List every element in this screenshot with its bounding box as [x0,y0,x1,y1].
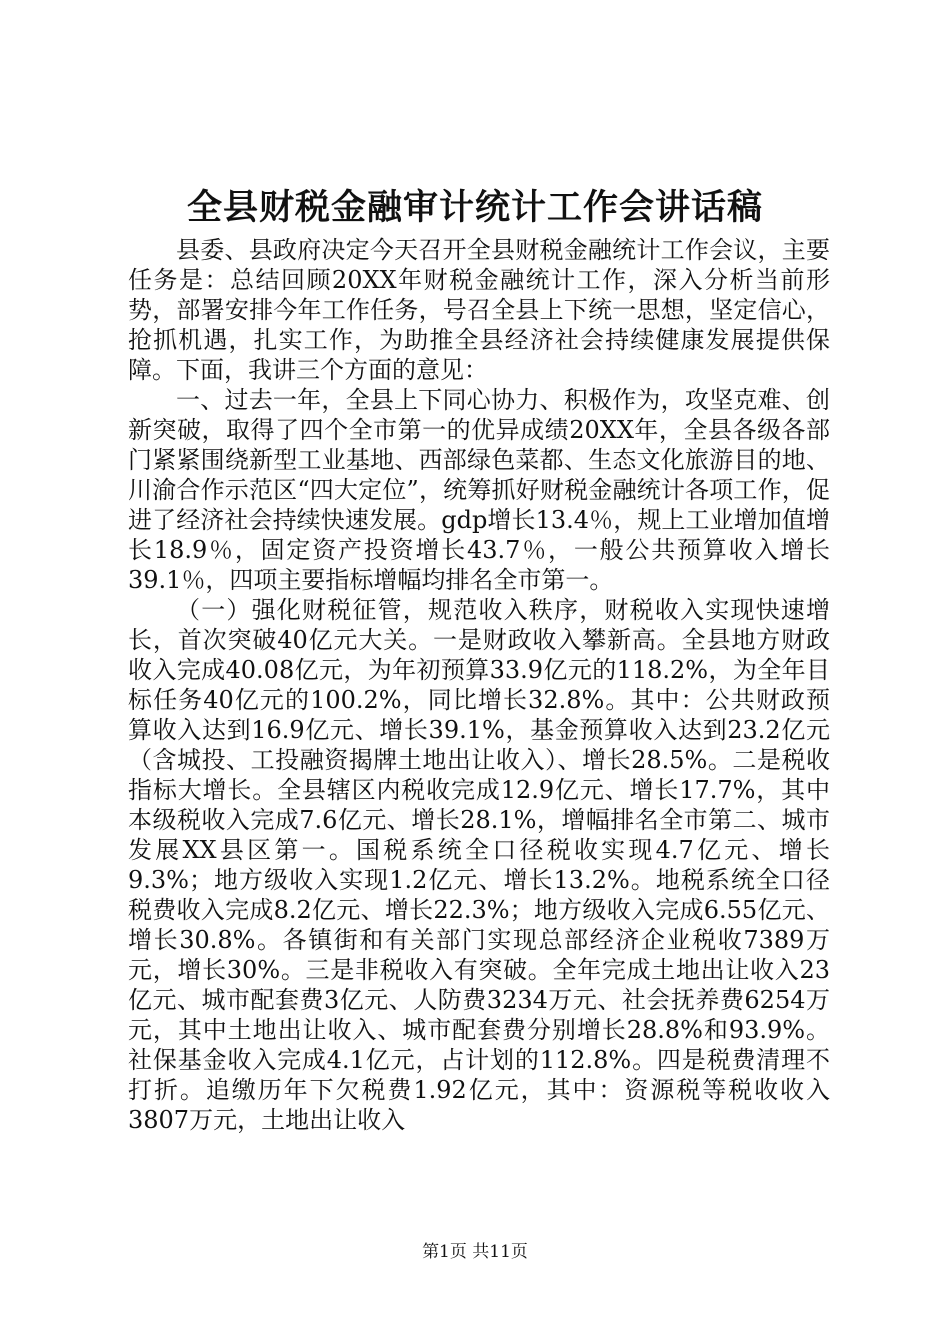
paragraph-subsection-one: （一）强化财税征管，规范收入秩序，财税收入实现快速增长，首次突破40亿元大关。一是财政收入攀新高。全县地方财政收入完成40.08亿元，为年初预算33.9亿元的118.2%，为全年目标任务40亿元的100.2%，同比增长32.8%。其中：公共财政预算收入达到16.9亿元、增长39.1%，基金预算收入达到23.2亿元（含城投、工投融资揭牌土地出让收入）、增长28.5%。二是税收指标大增长。全县辖区内税收完成12.9亿元、增长17.7%，其中本级税收入完成7.6亿元、增长28.1%，增幅排名全市第二、城市发展XX县区第一。国税系统全口径税收实现4.7亿元、增长9.3%；地方级收入实现1.2亿元、增长13.2%。地税系统全口径税费收入完成8.2亿元、增长22.3%；地方级收入完成6.55亿元、增长30.8%。各镇街和有关部门实现总部经济企业税收7389万元，增长30%。三是非税收入有突破。全年完成土地出让收入23亿元、城市配套费3亿元、人防费3234万元、社会抚养费6254万元，其中土地出让收入、城市配套费分别增长28.8%和93.9%。社保基金收入完成4.1亿元，占计划的112.8%。四是税费清理不打折。追缴历年下欠税费1.92亿元，其中：资源税等税收收入3807万元，土地出让收入 [128,596,830,1134]
paragraph-section-one: 一、过去一年，全县上下同心协力、积极作为，攻坚克难、创新突破，取得了四个全市第一的优异成绩20XX年，全县各级各部门紧紧围绕新型工业基地、西部绿色菜都、生态文化旅游目的地、川渝合作示范区“四大定位”，统筹抓好财税金融统计各项工作，促进了经济社会持续快速发展。gdp增长13.4％，规上工业增加值增长18.9％，固定资产投资增长43.7％，一般公共预算收入增长39.1％，四项主要指标增幅均排名全市第一。 [128,386,830,594]
document-body [128,235,830,1135]
page-title: 全县财税金融审计统计工作会讲话稿 [186,187,763,228]
paragraph-intro: 县委、县政府决定今天召开全县财税金融统计工作会议，主要任务是：总结回顾20XX年财税金融统计工作，深入分析当前形势，部署安排今年工作任务，号召全县上下统一思想，坚定信心，抢抓机遇，扎实工作，为助推全县经济社会持续健康发展提供保障。下面，我讲三个方面的意见： [128,236,830,384]
page-footer: 第1页 共11页 [422,1242,528,1262]
